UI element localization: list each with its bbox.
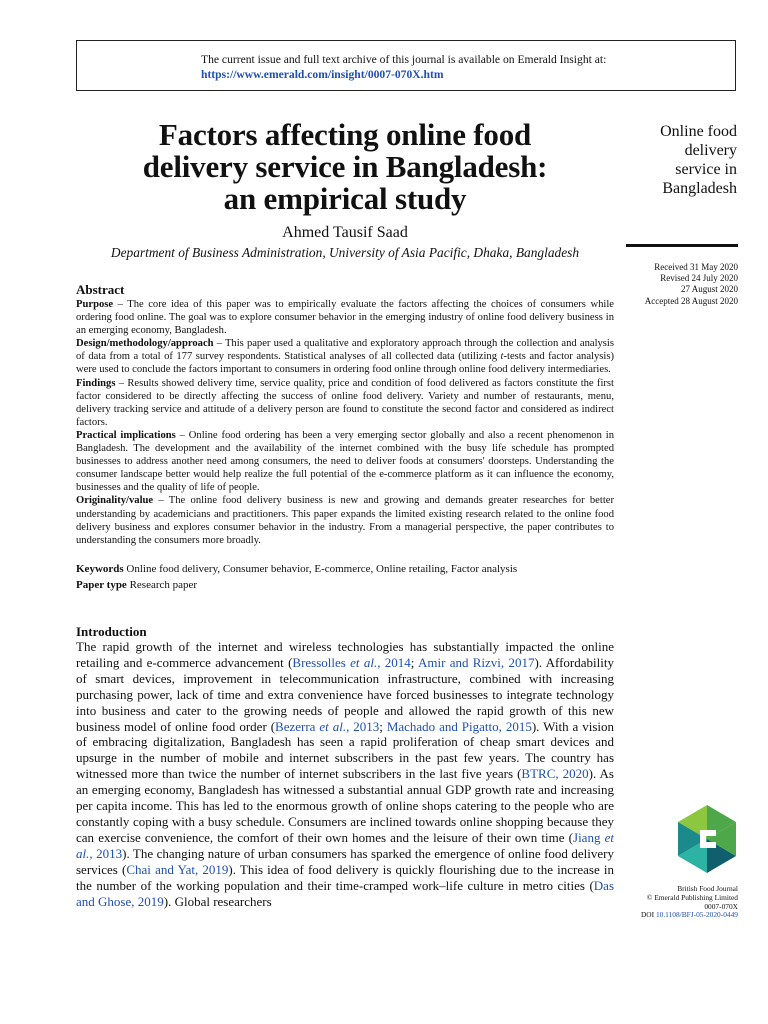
running-title-line: Bangladesh xyxy=(662,180,737,197)
body-text: ; xyxy=(410,654,418,670)
citation-link[interactable]: Chai and Yat, 2019 xyxy=(126,861,229,877)
running-title-line: delivery xyxy=(684,142,737,159)
practical-label: Practical implications xyxy=(76,429,176,441)
margin-divider xyxy=(626,244,738,247)
body-text: ; xyxy=(379,718,387,734)
abstract-body xyxy=(76,298,614,547)
introduction-heading: Introduction xyxy=(76,624,147,639)
journal-notice-box xyxy=(76,40,736,91)
abstract-method xyxy=(76,337,614,376)
citation-link[interactable]: Jiang xyxy=(573,829,605,845)
publisher-name: © Emerald Publishing Limited xyxy=(646,892,738,902)
issn: 0007-070X xyxy=(704,901,738,911)
findings-text: – Results showed delivery time, service quality, price and condition of food delivered as factors constitute the first factor considered to be directly affecting the success of online food delivery. Variety and number of restaurants, menu, delivery tracking service and attitude of a delivery person are found to constitute the second factor and considered as indirect factors. xyxy=(76,377,614,428)
author-affiliation: Department of Business Administration, University of Asia Pacific, Dhaka, Bangladesh xyxy=(110,245,580,260)
citation-link[interactable]: et al. xyxy=(319,718,347,734)
keywords-block xyxy=(76,561,614,593)
keywords-label: Keywords xyxy=(76,563,124,575)
purpose-label: Purpose xyxy=(76,299,114,310)
practical-text: – Online food ordering has been a very emerging sector globally and also a recent phenomenon in Bangladesh. The development and the availability of the internet combined with the busy life schedule has prompted businesses to address another need among consumers, the need to deliver foods at consumers' doorsteps. Understanding the consumer landscape better would help realize the full potential of the e-commerce platform as it can influence the economy, businesses and the quality of life of people. xyxy=(76,429,614,494)
doi-label: DOI xyxy=(640,910,656,920)
abstract-heading: Abstract xyxy=(76,282,125,297)
citation-link[interactable]: , 2013 xyxy=(346,718,380,734)
abstract-originality xyxy=(76,494,614,546)
running-title-line: Online food xyxy=(660,123,737,140)
paper-type-line xyxy=(76,577,614,593)
emerald-logo-icon xyxy=(676,804,738,874)
findings-label: Findings xyxy=(76,377,116,389)
method-text-a: – This paper used a qualitative and exploratory approach through the collection and analysis of data from a total of 177 survey respondents. Statistical analyses of all collected data (utilizing xyxy=(76,338,614,363)
citation-link[interactable]: et al. xyxy=(350,654,378,670)
abstract-purpose xyxy=(76,298,614,337)
revised-date-2: 27 August 2020 xyxy=(680,284,738,295)
originality-text: – The online food delivery business is new and growing and demands greater researches for better understanding by academicians and practitioners. This paper expands the limited existing research related to the online food delivery business and explores consumer behavior in the industry. From a managerial perspective, the paper contributes to understanding the consumers more broadly. xyxy=(76,495,614,546)
body-text: ). As an emerging economy, Bangladesh has witnessed a substantial annual GDP growth rate and increasing per capita income. This has led to the enormous growth of online shops catering to the people who are constantly coping with a busy schedule. Consumers are inclined towards online shopping because they can exercise convenience, the comfort of their own homes and the leisure of their own time ( xyxy=(76,766,614,845)
paper-type-label: Paper type xyxy=(76,579,127,591)
running-title xyxy=(636,122,737,198)
notice-text: The current issue and full text archive of this journal is available on Emerald Insight at: xyxy=(201,53,607,66)
citation-link[interactable]: Bressolles xyxy=(292,654,351,670)
paper-type-text: Research paper xyxy=(126,579,198,591)
revised-date: Revised 24 July 2020 xyxy=(660,273,738,284)
journal-footer xyxy=(620,885,738,920)
citation-link[interactable]: et al. xyxy=(76,829,614,861)
citation-link[interactable]: Das and Ghose, 2019 xyxy=(76,877,614,909)
body-text: ). With a vision of embracing digitalization, Bangladesh has seen a rapid proliferation of cheap smart devices and upsurge in the number of mobile and internet subscribers in the past few years. The country has witnessed more than twice the number of internet subscribers in the last five years ( xyxy=(76,718,614,782)
method-text-b: -tests and factor analysis) were used to conclude the factors important to consumers in ordering food online through online food delivery intermediaries. xyxy=(76,351,614,376)
doi-line xyxy=(620,911,738,920)
title-line-3: an empirical study xyxy=(223,181,467,216)
method-label: Design/methodology/approach xyxy=(76,338,214,350)
citation-link[interactable]: , 2014 xyxy=(377,654,411,670)
received-date: Received 31 May 2020 xyxy=(654,262,738,272)
journal-name: British Food Journal xyxy=(677,884,738,893)
body-text: ). This idea of food delivery is quickly flourishing due to the increase in the number of the working population and their time-cramped work–life culture in metro cities ( xyxy=(76,861,614,893)
citation-link[interactable]: BTRC, 2020 xyxy=(521,766,589,782)
title-line-1: Factors affecting online food xyxy=(158,117,532,152)
purpose-text: – The core idea of this paper was to empirically evaluate the factors affecting the choices of consumers while ordering food online. The goal was to explore consumer behavior in the emerging industry of online food delivery business in an emerging economy, Bangladesh. xyxy=(76,299,614,337)
citation-link[interactable]: Amir and Rizvi, 2017 xyxy=(417,654,535,670)
body-text: ). Global researchers xyxy=(163,893,272,909)
title-line-2: delivery service in Bangladesh: xyxy=(142,149,548,184)
originality-label: Originality/value xyxy=(76,495,154,507)
notice-text-block xyxy=(201,52,606,82)
journal-archive-link[interactable]: https://www.emerald.com/insight/0007-070X.htm xyxy=(201,68,444,81)
introduction-paragraph xyxy=(76,639,614,909)
article-title xyxy=(76,119,614,215)
body-text: ). The changing nature of urban consumers has sparked the emergence of online food delivery services ( xyxy=(76,845,615,877)
body-text: ). Affordability of smart devices, improvement in telecommunication infrastructure, combined with increasing purchasing power, lack of time and extra convenience have forced businesses to integrate technology into business and cater to the growing needs of people and allowed the rapid growth of this new business model of online food order ( xyxy=(76,654,614,734)
keywords-text: Online food delivery, Consumer behavior, E-commerce, Online retailing, Factor analysis xyxy=(123,563,518,575)
keywords-line xyxy=(76,561,614,577)
running-title-line: service in xyxy=(675,161,737,178)
abstract-practical xyxy=(76,429,614,494)
citation-link[interactable]: , 2013 xyxy=(89,845,123,861)
abstract-findings xyxy=(76,377,614,429)
method-text-t: t xyxy=(500,351,504,363)
body-text: The rapid growth of the internet and wireless technologies has substantially impacted the online retailing and e-commerce advancement ( xyxy=(76,639,614,670)
accepted-date: Accepted 28 August 2020 xyxy=(644,295,738,306)
article-history xyxy=(620,262,738,307)
author-name: Ahmed Tausif Saad xyxy=(282,224,408,241)
citation-link[interactable]: Machado and Pigatto, 2015 xyxy=(386,718,532,734)
doi-link[interactable]: 10.1108/BFJ-05-2020-0449 xyxy=(655,910,738,920)
citation-link[interactable]: Bezerra xyxy=(275,718,320,734)
